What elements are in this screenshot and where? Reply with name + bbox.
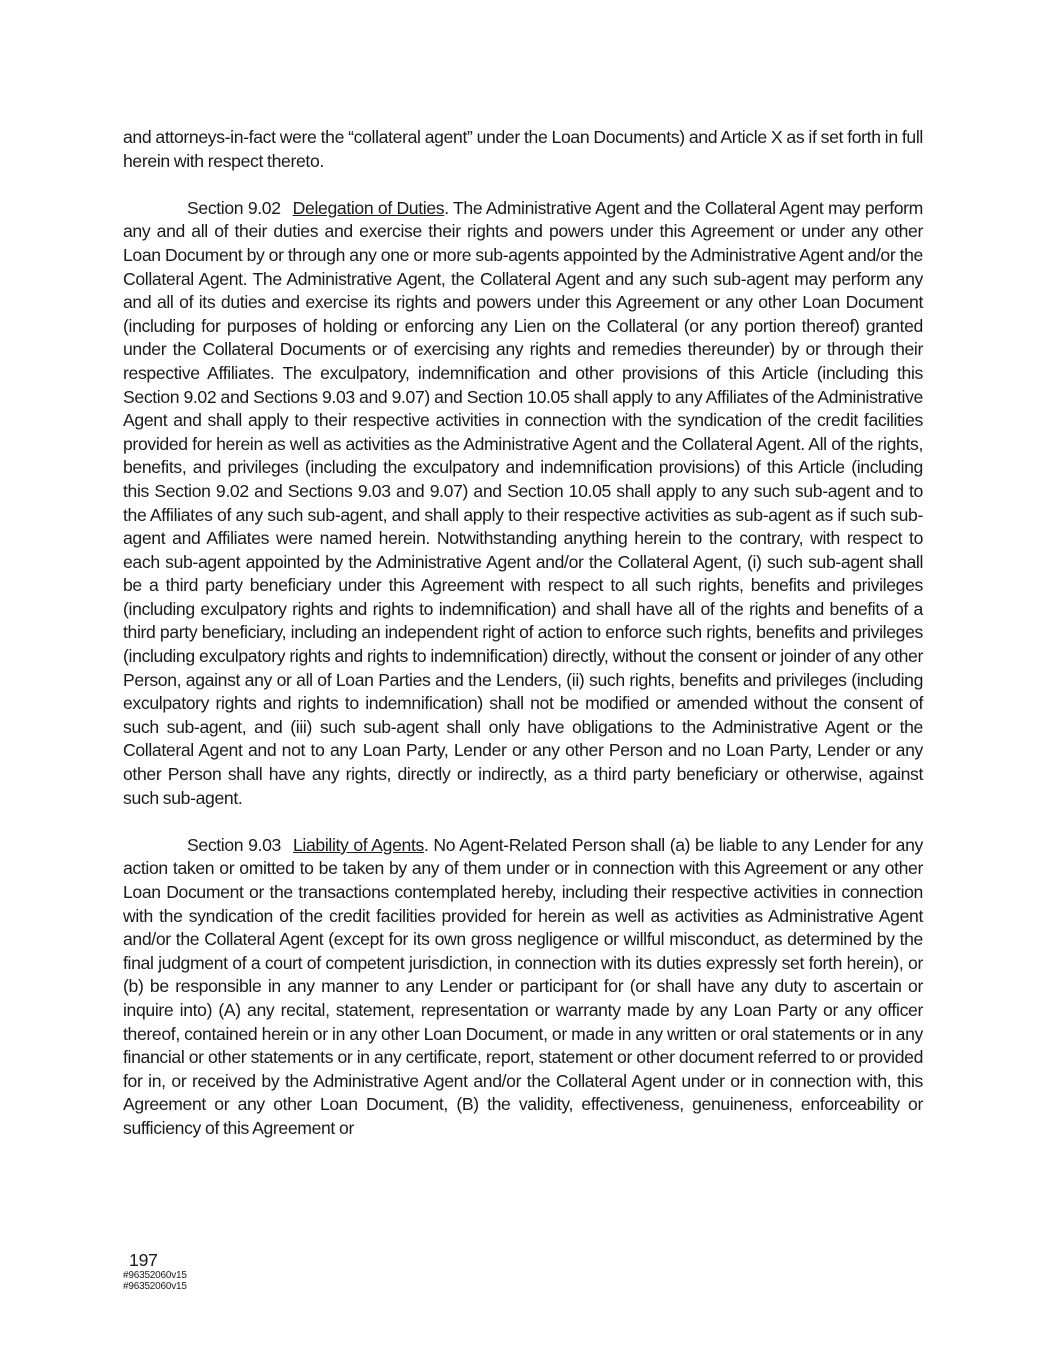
section-9-03-paragraph xyxy=(123,834,923,1141)
section-9-02-paragraph xyxy=(123,197,923,810)
document-id: #96352060v15 xyxy=(123,1281,187,1292)
document-id: #96352060v15 xyxy=(123,1270,187,1281)
page-number: 197 xyxy=(129,1250,158,1270)
section-title: Delegation of Duties xyxy=(292,197,445,218)
section-number: Section 9.02 xyxy=(187,197,281,218)
section-title: Liability of Agents xyxy=(292,834,424,855)
section-body: . The Administrative Agent and the Collateral Agent may perform any and all of their duties and exercise their rights and powers under this Agreement or under any other Loan Document by or through any one or more sub-agents appointed by the Administrative Agent and/or the Collateral Agent. The Administrative Agent, the Collateral Agent and any such sub-agent may perform any and all of its duties and exercise its rights and powers under this Agreement or any other Loan Document (including for purposes of holding or enforcing any Lien on the Collateral (or any portion thereof) granted under the Collateral Documents or of exercising any rights and remedies thereunder) by or through their respective Affiliates. The exculpatory, indemnification and other provisions of this Article (including this Section 9.02 and Sections 9.03 and 9.07) and Section 10.05 shall apply to any Affiliates of the Administrative Agent and shall apply to their respective activities in connection with the syndication of the credit facilities provided for herein as well as activities as the Administrative Agent and the Collateral Agent. All of the rights, benefits, and privileges (including the exculpatory and indemnification provisions) of this Article (including this Section 9.02 and Sections 9.03 and 9.07) and Section 10.05 shall apply to any such sub-agent and to the Affiliates of any such sub-agent, and shall apply to their respective activities as sub-agent as if such sub-agent and Affiliates were named herein. Notwithstanding anything herein to the contrary, with respect to each sub-agent appointed by the Administrative Agent and/or the Collateral Agent, (i) such sub-agent shall be a third party beneficiary under this Agreement with respect to all such rights, benefits and privileges (including exculpatory rights and rights to indemnification) and shall have all of the rights and benefits of a third party beneficiary, including an independent right of action to enforce such rights, benefits and privileges (including exculpatory rights and rights to indemnification) directly, without the consent or joinder of any other Person, against any or all of Loan Parties and the Lenders, (ii) such rights, benefits and privileges (including exculpatory rights and rights to indemnification) shall not be modified or amended without the consent of such sub-agent, and (iii) such sub-agent shall only have obligations to the Administrative Agent or the Collateral Agent and not to any Loan Party, Lender or any other Person and no Loan Party, Lender or any other Person shall have any rights, directly or indirectly, as a third party beneficiary or otherwise, against such sub-agent. xyxy=(123,197,923,808)
continuation-paragraph: and attorneys-in-fact were the “collateral agent” under the Loan Documents) and Article X as if set forth in full herein with respect thereto. xyxy=(123,127,923,171)
body-text xyxy=(123,126,923,1141)
section-body: . No Agent-Related Person shall (a) be liable to any Lender for any action taken or omitted to be taken by any of them under or in connection with this Agreement or any other Loan Document or the transactions contemplated hereby, including their respective activities in connection with the syndication of the credit facilities provided for herein as well as activities as Administrative Agent and/or the Collateral Agent (except for its own gross negligence or willful misconduct, as determined by the final judgment of a court of competent jurisdiction, in connection with its duties expressly set forth herein), or (b) be responsible in any manner to any Lender or participant for (or shall have any duty to ascertain or inquire into) (A) any recital, statement, representation or warranty made by any Loan Party or any officer thereof, contained herein or in any other Loan Document, or made in any written or oral statements or in any financial or other statements or in any certificate, report, statement or other document referred to or provided for in, or received by the Administrative Agent and/or the Collateral Agent under or in connection with, this Agreement or any other Loan Document, (B) the validity, effectiveness, genuineness, enforceability or sufficiency of this Agreement or xyxy=(123,834,923,1138)
section-number: Section 9.03 xyxy=(187,834,281,855)
page-footer xyxy=(123,1250,187,1292)
